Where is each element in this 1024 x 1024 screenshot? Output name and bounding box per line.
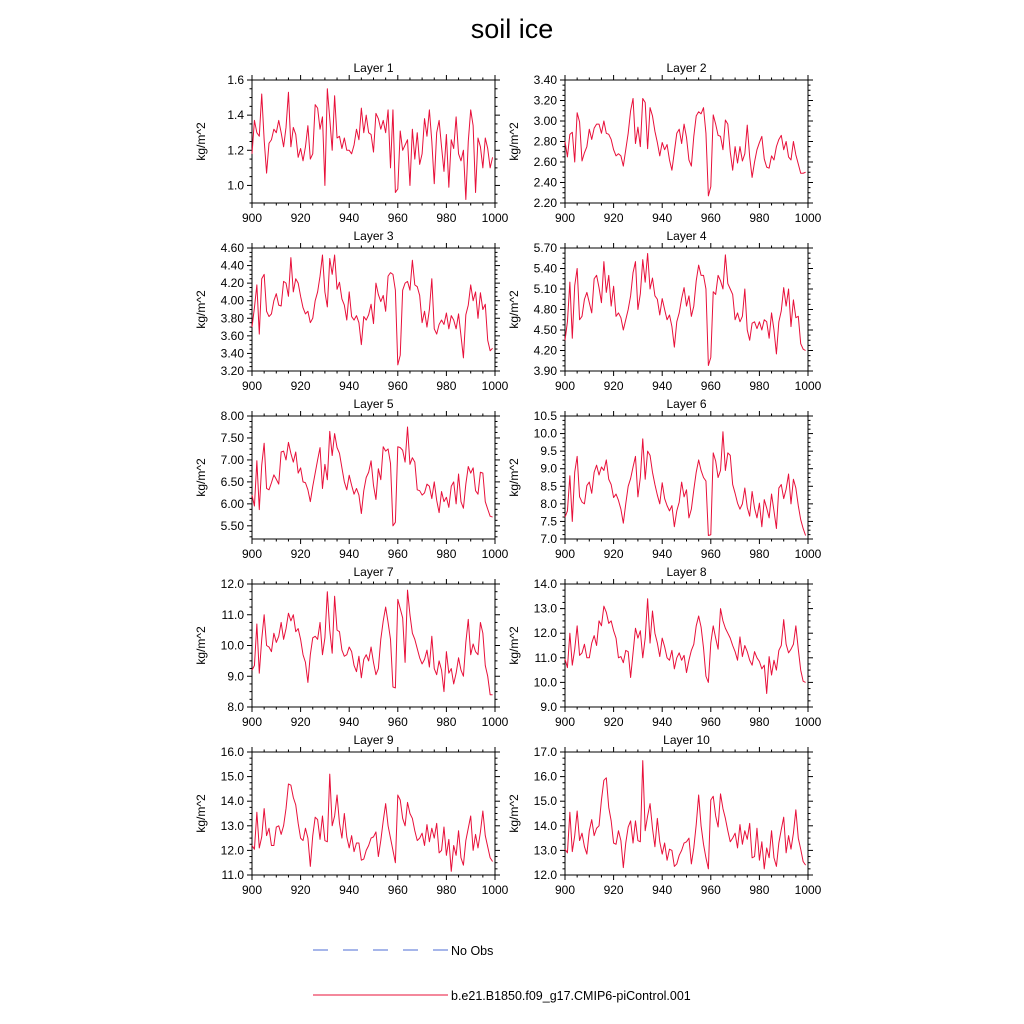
x-tick-label: 920 — [603, 547, 624, 561]
y-axis-label: kg/m^2 — [507, 458, 521, 497]
y-tick-label: 15.0 — [220, 769, 244, 784]
y-tick-label: 5.40 — [533, 261, 557, 276]
y-tick-label: 4.00 — [220, 293, 244, 308]
y-tick-label: 9.0 — [540, 700, 557, 714]
panel-title: Layer 10 — [663, 733, 710, 747]
y-tick-label: 10.5 — [533, 409, 557, 423]
panel-title: Layer 6 — [666, 397, 707, 411]
y-tick-label: 7.5 — [540, 514, 557, 529]
y-tick-label: 9.5 — [540, 444, 557, 459]
y-tick-label: 8.5 — [540, 479, 557, 494]
y-tick-label: 2.40 — [533, 175, 557, 190]
y-axis-label: kg/m^2 — [507, 626, 521, 665]
x-tick-label: 960 — [387, 547, 408, 561]
x-tick-label: 960 — [700, 883, 721, 897]
y-tick-label: 8.0 — [227, 700, 244, 714]
x-tick-label: 960 — [387, 715, 408, 729]
x-tick-label: 900 — [241, 883, 263, 897]
y-tick-label: 4.20 — [220, 276, 244, 291]
y-tick-label: 3.60 — [220, 328, 244, 343]
y-tick-label: 14.0 — [533, 818, 557, 833]
y-tick-label: 3.40 — [533, 73, 557, 87]
y-tick-label: 3.90 — [533, 364, 557, 378]
panel-title: Layer 3 — [353, 229, 394, 243]
x-tick-label: 980 — [436, 715, 457, 729]
x-tick-label: 940 — [339, 715, 360, 729]
x-tick-label: 980 — [436, 547, 457, 561]
x-tick-label: 960 — [700, 547, 721, 561]
y-tick-label: 11.0 — [221, 607, 244, 622]
y-tick-label: 14.0 — [533, 577, 557, 591]
x-tick-label: 980 — [436, 883, 457, 897]
y-tick-label: 12.0 — [220, 843, 244, 858]
y-tick-label: 4.20 — [533, 343, 557, 358]
x-tick-label: 1000 — [794, 379, 822, 393]
legend-label-model: b.e21.B1850.f09_g17.CMIP6-piControl.001 — [451, 989, 691, 1003]
y-axis-label: kg/m^2 — [194, 122, 208, 161]
x-tick-label: 900 — [554, 211, 576, 225]
x-tick-label: 940 — [339, 211, 360, 225]
legend-label-no-obs: No Obs — [451, 944, 494, 958]
x-tick-label: 1000 — [481, 883, 509, 897]
figure-title: soil ice — [470, 14, 554, 44]
x-tick-label: 980 — [749, 211, 770, 225]
x-tick-label: 960 — [700, 379, 721, 393]
y-tick-label: 12.0 — [220, 577, 244, 591]
y-tick-label: 14.0 — [220, 794, 244, 809]
x-tick-label: 920 — [290, 211, 311, 225]
x-tick-label: 940 — [339, 883, 360, 897]
x-tick-label: 900 — [554, 547, 576, 561]
x-tick-label: 960 — [387, 379, 408, 393]
y-axis-label: kg/m^2 — [194, 290, 208, 329]
y-tick-label: 10.0 — [533, 675, 557, 690]
x-tick-label: 980 — [749, 547, 770, 561]
x-tick-label: 980 — [749, 883, 770, 897]
y-axis-label: kg/m^2 — [194, 626, 208, 665]
y-tick-label: 6.50 — [220, 474, 244, 489]
y-tick-label: 1.4 — [227, 108, 244, 123]
x-tick-label: 960 — [700, 211, 721, 225]
y-tick-label: 4.60 — [220, 241, 244, 255]
panel-title: Layer 5 — [353, 397, 394, 411]
y-axis-label: kg/m^2 — [507, 794, 521, 833]
y-tick-label: 1.0 — [227, 178, 244, 193]
y-tick-label: 16.0 — [220, 745, 244, 759]
y-tick-label: 12.0 — [533, 626, 557, 641]
panel-title: Layer 1 — [353, 61, 394, 75]
panel-title: Layer 7 — [353, 565, 394, 579]
y-tick-label: 4.50 — [533, 323, 557, 337]
x-tick-label: 920 — [290, 715, 311, 729]
panel-title: Layer 2 — [666, 61, 707, 75]
y-tick-label: 2.60 — [533, 155, 557, 169]
x-tick-label: 920 — [290, 379, 311, 393]
y-tick-label: 10.0 — [533, 426, 557, 441]
x-tick-label: 900 — [554, 379, 576, 393]
y-tick-label: 4.40 — [220, 258, 244, 273]
y-tick-label: 3.20 — [220, 364, 244, 378]
y-tick-label: 11.0 — [534, 650, 557, 665]
y-axis-label: kg/m^2 — [194, 794, 208, 833]
y-tick-label: 7.00 — [220, 452, 244, 467]
x-tick-label: 920 — [290, 547, 311, 561]
x-tick-label: 980 — [436, 211, 457, 225]
x-tick-label: 900 — [241, 211, 263, 225]
y-tick-label: 7.50 — [220, 430, 244, 445]
x-tick-label: 1000 — [481, 547, 509, 561]
y-tick-label: 6.00 — [220, 496, 244, 511]
x-tick-label: 1000 — [481, 379, 509, 393]
y-tick-label: 15.0 — [533, 794, 557, 809]
y-tick-label: 5.50 — [220, 518, 244, 533]
x-tick-label: 960 — [387, 883, 408, 897]
y-tick-label: 4.80 — [533, 302, 557, 317]
x-tick-label: 940 — [652, 715, 673, 729]
y-tick-label: 1.6 — [227, 73, 244, 87]
x-tick-label: 940 — [652, 547, 673, 561]
y-tick-label: 7.0 — [540, 532, 557, 546]
y-axis-label: kg/m^2 — [507, 122, 521, 161]
y-tick-label: 1.2 — [227, 143, 244, 158]
panel-title: Layer 4 — [666, 229, 707, 243]
x-tick-label: 960 — [387, 211, 408, 225]
x-tick-label: 960 — [700, 715, 721, 729]
x-tick-label: 900 — [241, 715, 263, 729]
y-tick-label: 10.0 — [220, 638, 244, 653]
y-tick-label: 13.0 — [220, 818, 244, 833]
y-tick-label: 9.0 — [540, 461, 557, 476]
x-tick-label: 920 — [290, 883, 311, 897]
x-tick-label: 980 — [749, 379, 770, 393]
y-tick-label: 5.10 — [533, 282, 557, 296]
x-tick-label: 940 — [339, 547, 360, 561]
y-tick-label: 11.0 — [221, 868, 244, 882]
y-tick-label: 13.0 — [533, 843, 557, 858]
x-tick-label: 900 — [241, 379, 263, 393]
y-tick-label: 5.70 — [533, 241, 557, 255]
panel-title: Layer 8 — [666, 565, 707, 579]
x-tick-label: 1000 — [794, 715, 822, 729]
x-tick-label: 920 — [603, 715, 624, 729]
y-axis-label: kg/m^2 — [507, 290, 521, 329]
x-tick-label: 900 — [554, 715, 576, 729]
x-tick-label: 1000 — [794, 883, 822, 897]
x-tick-label: 920 — [603, 883, 624, 897]
x-tick-label: 920 — [603, 211, 624, 225]
y-tick-label: 8.00 — [220, 409, 244, 423]
x-tick-label: 940 — [652, 883, 673, 897]
y-tick-label: 8.0 — [540, 496, 557, 511]
x-tick-label: 1000 — [481, 715, 509, 729]
y-tick-label: 12.0 — [533, 868, 557, 882]
panel-title: Layer 9 — [353, 733, 394, 747]
x-tick-label: 980 — [749, 715, 770, 729]
y-tick-label: 2.20 — [533, 196, 557, 210]
y-tick-label: 3.40 — [220, 346, 244, 361]
y-tick-label: 3.00 — [533, 114, 557, 128]
x-tick-label: 940 — [652, 379, 673, 393]
y-tick-label: 16.0 — [533, 769, 557, 784]
x-tick-label: 1000 — [794, 211, 822, 225]
y-tick-label: 9.0 — [227, 669, 244, 684]
y-tick-label: 3.20 — [533, 93, 557, 108]
y-tick-label: 13.0 — [533, 601, 557, 616]
x-tick-label: 940 — [339, 379, 360, 393]
y-tick-label: 2.80 — [533, 134, 557, 149]
x-tick-label: 980 — [436, 379, 457, 393]
x-tick-label: 1000 — [481, 211, 509, 225]
x-tick-label: 900 — [554, 883, 576, 897]
y-tick-label: 17.0 — [533, 745, 557, 759]
x-tick-label: 940 — [652, 211, 673, 225]
y-tick-label: 3.80 — [220, 311, 244, 326]
x-tick-label: 920 — [603, 379, 624, 393]
y-axis-label: kg/m^2 — [194, 458, 208, 497]
x-tick-label: 900 — [241, 547, 263, 561]
x-tick-label: 1000 — [794, 547, 822, 561]
